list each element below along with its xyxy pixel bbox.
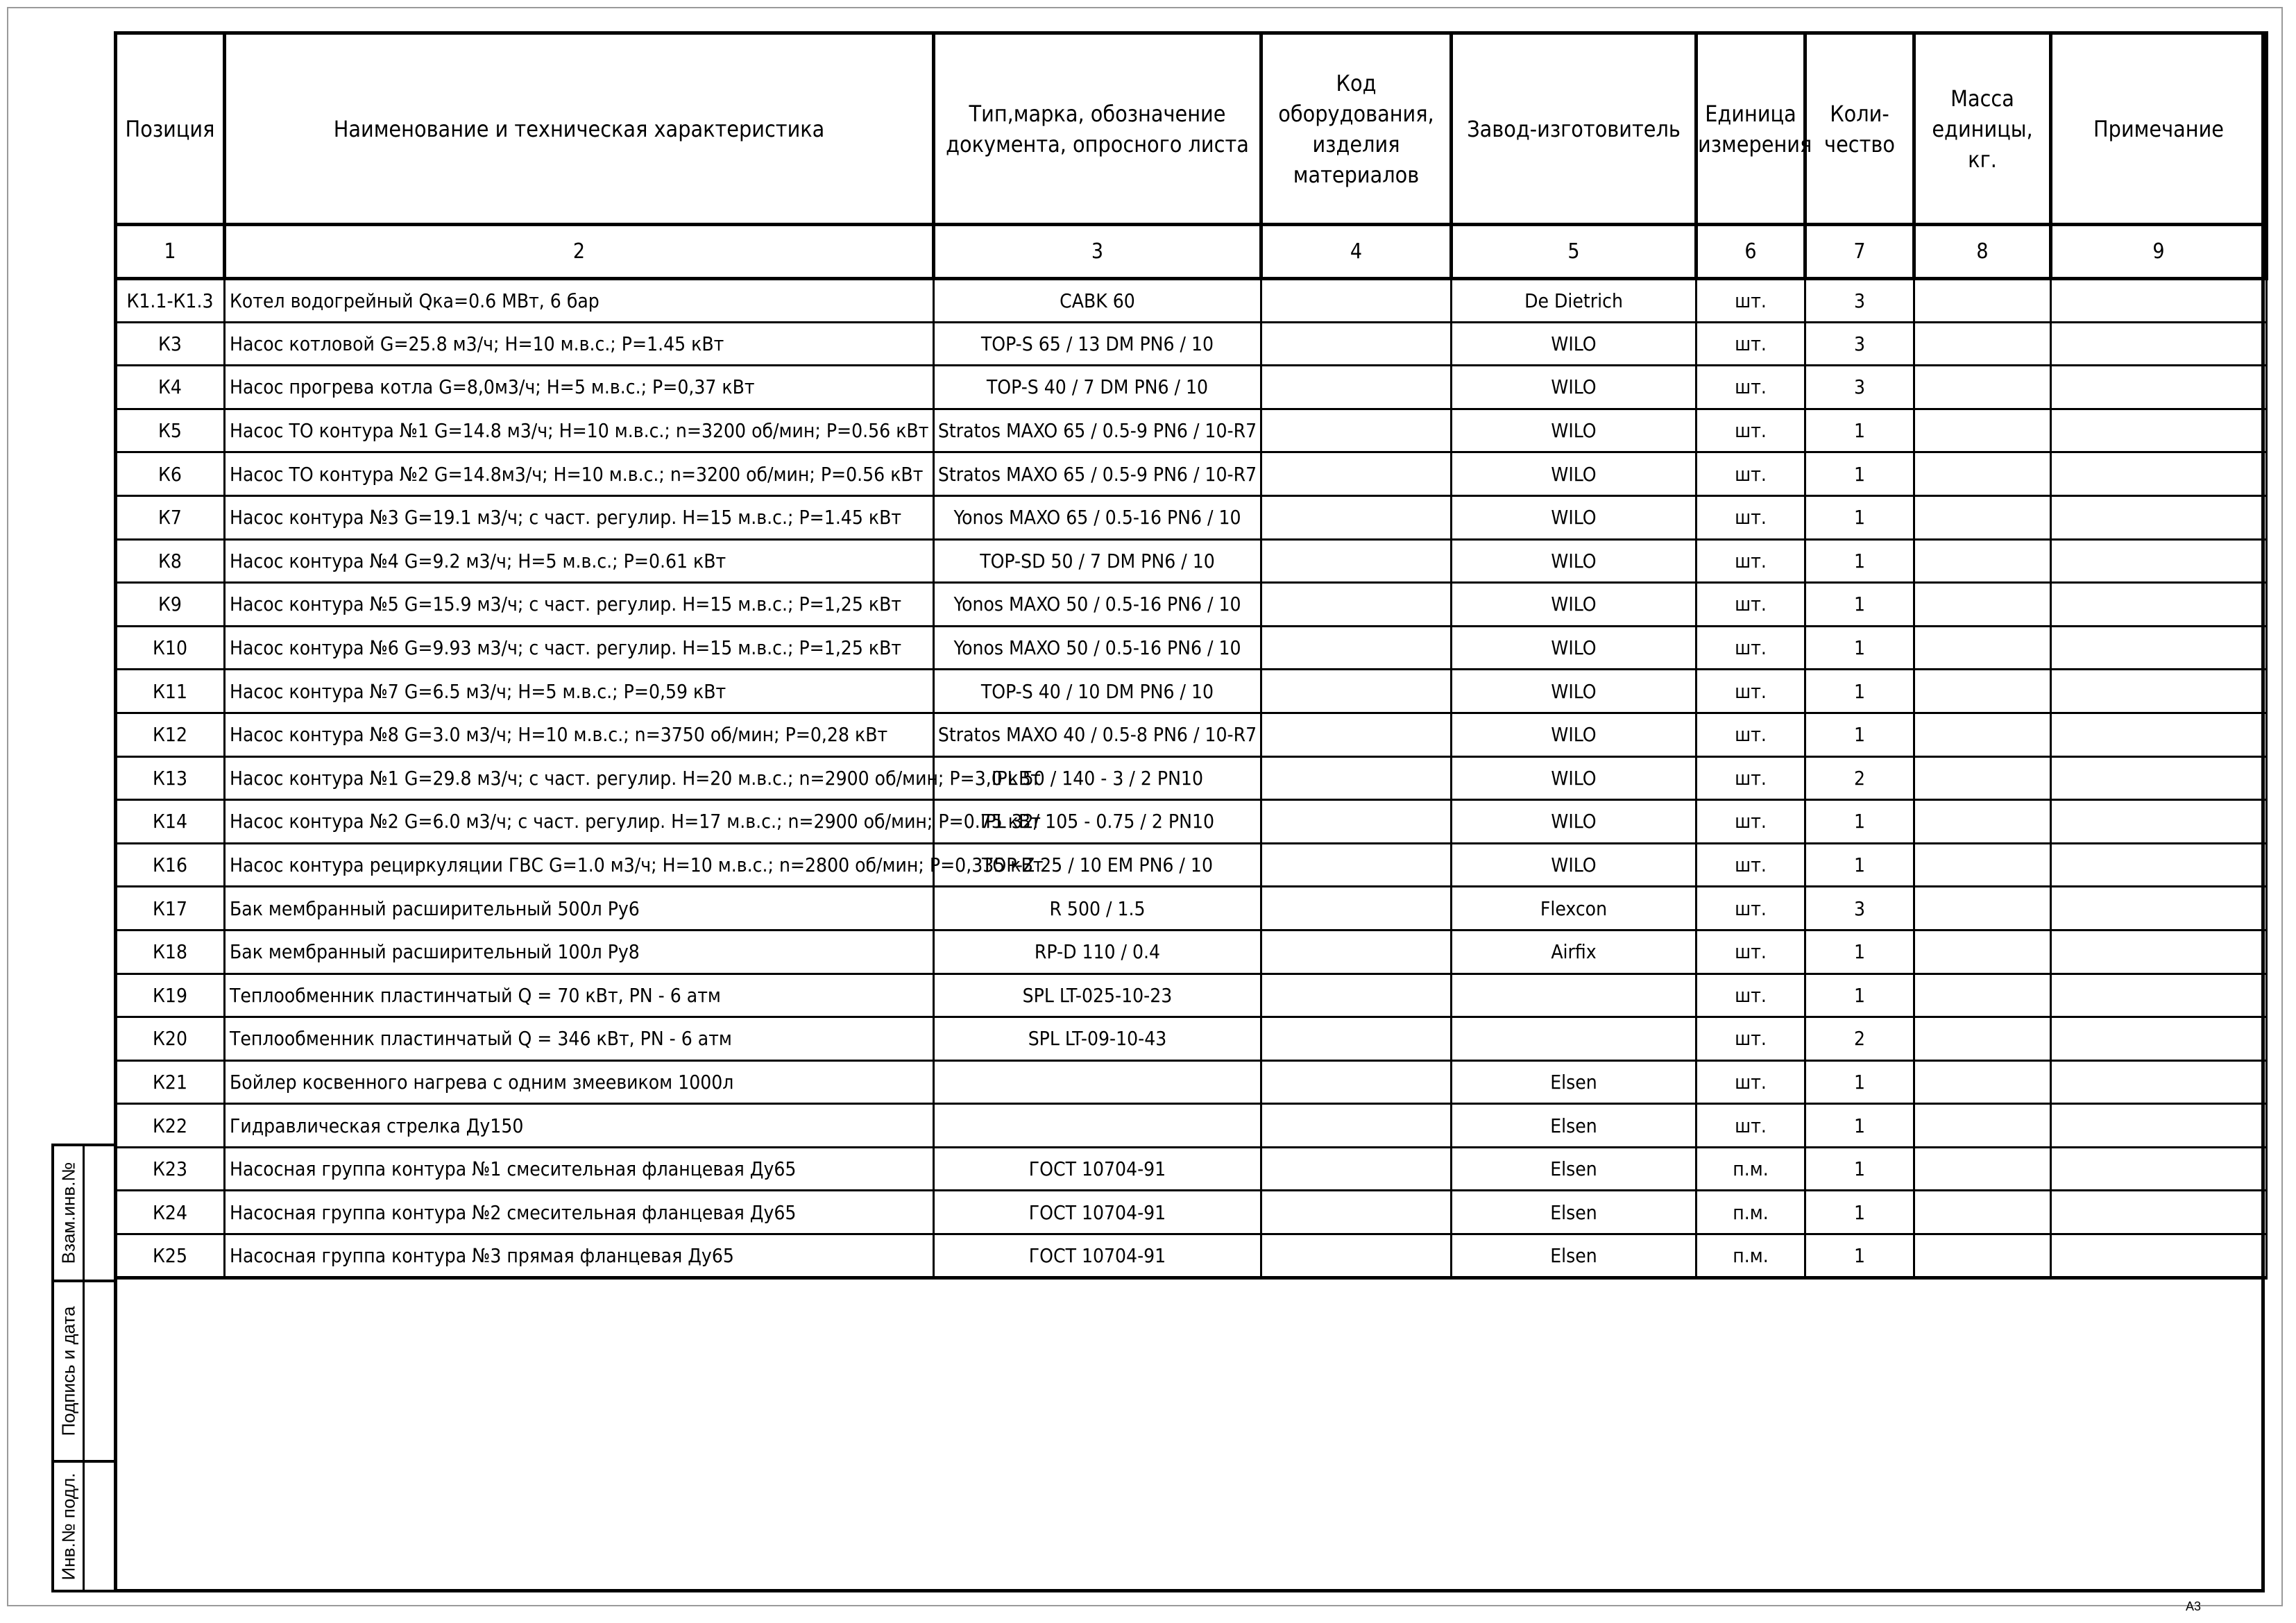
cell-code	[1261, 887, 1452, 931]
cell-manufacturer	[1452, 1017, 1697, 1061]
side-stamp	[51, 1144, 114, 1592]
cell-code	[1261, 366, 1452, 409]
cell-name: Гидравлическая стрелка Ду150	[225, 1104, 934, 1148]
cell-mass	[1914, 930, 2051, 974]
cell-quantity: 3	[1805, 887, 1914, 931]
cell-name: Насос контура №1 G=29.8 м3/ч; с част. регулир. H=20 м.в.с.; n=2900 об/мин; P=3,0 кВт	[225, 756, 934, 800]
cell-name: Насос контура №2 G=6.0 м3/ч; с част. регулир. H=17 м.в.с.; n=2900 об/мин; P=0.75 кВт	[225, 800, 934, 844]
cell-name: Насосная группа контура №1 смесительная фланцевая Ду65	[225, 1147, 934, 1191]
cell-position: К17	[116, 887, 225, 931]
stamp-text-inv: Инв.№ подл.	[58, 1472, 78, 1580]
cell-code	[1261, 583, 1452, 627]
cell-unit: шт.	[1697, 1060, 1805, 1104]
cell-manufacturer: Airfix	[1452, 930, 1697, 974]
cell-manufacturer	[1452, 974, 1697, 1017]
table-row	[116, 279, 2267, 323]
stamp-label-inv	[54, 1463, 85, 1590]
cell-position: К16	[116, 843, 225, 887]
cell-name: Насос контура №4 G=9.2 м3/ч; H=5 м.в.с.; P=0.61 кВт	[225, 539, 934, 583]
table-row	[116, 583, 2267, 627]
cell-quantity: 1	[1805, 626, 1914, 670]
cell-type	[934, 1104, 1261, 1148]
stamp-label-vzam	[54, 1146, 85, 1280]
cell-quantity: 1	[1805, 1060, 1914, 1104]
cell-type: IPL 32/ 105 - 0.75 / 2 PN10	[934, 800, 1261, 844]
cell-mass	[1914, 1104, 2051, 1148]
cell-code	[1261, 1147, 1452, 1191]
cell-mass	[1914, 495, 2051, 539]
cell-quantity: 1	[1805, 452, 1914, 496]
cell-unit: п.м.	[1697, 1191, 1805, 1234]
sheet-format-label: А3	[2186, 1599, 2202, 1613]
cell-manufacturer: WILO	[1452, 756, 1697, 800]
table-row	[116, 539, 2267, 583]
column-number: 2	[225, 225, 934, 279]
cell-position: К5	[116, 409, 225, 452]
cell-type: TOP-Z 25 / 10 EM PN6 / 10	[934, 843, 1261, 887]
cell-manufacturer: WILO	[1452, 366, 1697, 409]
cell-quantity: 3	[1805, 322, 1914, 366]
cell-position: К7	[116, 495, 225, 539]
cell-code	[1261, 1060, 1452, 1104]
cell-name: Насос котловой G=25.8 м3/ч; H=10 м.в.с.; P=1.45 кВт	[225, 322, 934, 366]
cell-manufacturer: Elsen	[1452, 1104, 1697, 1148]
cell-quantity: 1	[1805, 974, 1914, 1017]
cell-code	[1261, 756, 1452, 800]
cell-name: Насос контура №8 G=3.0 м3/ч; H=10 м.в.с.; n=3750 об/мин; P=0,28 кВт	[225, 713, 934, 756]
cell-manufacturer: WILO	[1452, 843, 1697, 887]
cell-mass	[1914, 626, 2051, 670]
cell-quantity: 1	[1805, 1104, 1914, 1148]
table-row	[116, 1147, 2267, 1191]
cell-position: К24	[116, 1191, 225, 1234]
table-row	[116, 1234, 2267, 1278]
cell-note	[2051, 495, 2267, 539]
table-row	[116, 974, 2267, 1017]
table-row	[116, 452, 2267, 496]
cell-type: TOP-S 65 / 13 DM PN6 / 10	[934, 322, 1261, 366]
cell-note	[2051, 539, 2267, 583]
cell-unit: шт.	[1697, 1017, 1805, 1061]
cell-code	[1261, 626, 1452, 670]
cell-quantity: 3	[1805, 279, 1914, 323]
cell-unit: шт.	[1697, 887, 1805, 931]
header-type: Тип,марка, обозначение документа, опросного листа	[934, 33, 1261, 225]
header-mass: Масса единицы, кг.	[1914, 33, 2051, 225]
header-unit: Единица измерения	[1697, 33, 1805, 225]
cell-unit: шт.	[1697, 800, 1805, 844]
cell-position: К4	[116, 366, 225, 409]
cell-unit: шт.	[1697, 930, 1805, 974]
cell-quantity: 1	[1805, 583, 1914, 627]
cell-code	[1261, 974, 1452, 1017]
cell-type: TOP-S 40 / 10 DM PN6 / 10	[934, 670, 1261, 713]
cell-manufacturer: Elsen	[1452, 1060, 1697, 1104]
cell-type: R 500 / 1.5	[934, 887, 1261, 931]
cell-mass	[1914, 452, 2051, 496]
table-row	[116, 366, 2267, 409]
cell-name: Насос контура №5 G=15.9 м3/ч; с част. регулир. H=15 м.в.с.; P=1,25 кВт	[225, 583, 934, 627]
cell-unit: шт.	[1697, 539, 1805, 583]
cell-name: Насос контура №7 G=6.5 м3/ч; H=5 м.в.с.; P=0,59 кВт	[225, 670, 934, 713]
cell-mass	[1914, 800, 2051, 844]
cell-name: Насос прогрева котла G=8,0м3/ч; H=5 м.в.с.; P=0,37 кВт	[225, 366, 934, 409]
cell-mass	[1914, 1191, 2051, 1234]
cell-position: К13	[116, 756, 225, 800]
cell-note	[2051, 800, 2267, 844]
cell-unit: п.м.	[1697, 1234, 1805, 1278]
cell-code	[1261, 409, 1452, 452]
cell-unit: шт.	[1697, 366, 1805, 409]
cell-quantity: 2	[1805, 1017, 1914, 1061]
cell-quantity: 1	[1805, 930, 1914, 974]
cell-type: TOP-SD 50 / 7 DM PN6 / 10	[934, 539, 1261, 583]
cell-type: IPL 50 / 140 - 3 / 2 PN10	[934, 756, 1261, 800]
table-row	[116, 843, 2267, 887]
cell-code	[1261, 930, 1452, 974]
cell-position: К12	[116, 713, 225, 756]
cell-note	[2051, 887, 2267, 931]
cell-name: Насос ТО контура №2 G=14.8м3/ч; H=10 м.в.с.; n=3200 об/мин; P=0.56 кВт	[225, 452, 934, 496]
table-row	[116, 756, 2267, 800]
cell-type: Yonos MAXO 65 / 0.5-16 PN6 / 10	[934, 495, 1261, 539]
cell-name: Насос контура №3 G=19.1 м3/ч; с част. регулир. H=15 м.в.с.; P=1.45 кВт	[225, 495, 934, 539]
cell-note	[2051, 713, 2267, 756]
table-row	[116, 322, 2267, 366]
table-row	[116, 495, 2267, 539]
cell-mass	[1914, 366, 2051, 409]
cell-note	[2051, 843, 2267, 887]
cell-quantity: 1	[1805, 539, 1914, 583]
cell-manufacturer: Elsen	[1452, 1147, 1697, 1191]
cell-unit: п.м.	[1697, 1147, 1805, 1191]
cell-quantity: 3	[1805, 366, 1914, 409]
cell-type: Stratos MAXO 40 / 0.5-8 PN6 / 10-R7	[934, 713, 1261, 756]
stamp-cell-vzam	[54, 1146, 114, 1282]
cell-name: Насосная группа контура №2 смесительная фланцевая Ду65	[225, 1191, 934, 1234]
cell-manufacturer: Elsen	[1452, 1234, 1697, 1278]
cell-name: Насос контура рециркуляции ГВС G=1.0 м3/ч; H=10 м.в.с.; n=2800 об/мин; P=0,335 кВт	[225, 843, 934, 887]
cell-unit: шт.	[1697, 409, 1805, 452]
cell-position: К3	[116, 322, 225, 366]
table-row	[116, 800, 2267, 844]
cell-manufacturer: WILO	[1452, 452, 1697, 496]
cell-position: К21	[116, 1060, 225, 1104]
cell-mass	[1914, 583, 2051, 627]
column-number: 7	[1805, 225, 1914, 279]
cell-name: Насосная группа контура №3 прямая фланцевая Ду65	[225, 1234, 934, 1278]
cell-manufacturer: WILO	[1452, 322, 1697, 366]
cell-position: К20	[116, 1017, 225, 1061]
cell-position: К6	[116, 452, 225, 496]
cell-code	[1261, 322, 1452, 366]
cell-note	[2051, 756, 2267, 800]
stamp-cell-podpis	[54, 1282, 114, 1463]
cell-type: CABK 60	[934, 279, 1261, 323]
table-row	[116, 626, 2267, 670]
table-row	[116, 887, 2267, 931]
cell-type: Stratos MAXO 65 / 0.5-9 PN6 / 10-R7	[934, 409, 1261, 452]
cell-mass	[1914, 1147, 2051, 1191]
table-row	[116, 930, 2267, 974]
cell-name: Котел водогрейный Qка=0.6 МВт, 6 бар	[225, 279, 934, 323]
cell-position: К10	[116, 626, 225, 670]
cell-mass	[1914, 843, 2051, 887]
cell-mass	[1914, 409, 2051, 452]
cell-type: SPL LT-09-10-43	[934, 1017, 1261, 1061]
header-quantity: Коли- чество	[1805, 33, 1914, 225]
header-name: Наименование и техническая характеристика	[225, 33, 934, 225]
cell-mass	[1914, 713, 2051, 756]
cell-unit: шт.	[1697, 670, 1805, 713]
cell-name: Бак мембранный расширительный 100л Ру8	[225, 930, 934, 974]
cell-note	[2051, 974, 2267, 1017]
cell-code	[1261, 1234, 1452, 1278]
table-row	[116, 409, 2267, 452]
cell-quantity: 1	[1805, 409, 1914, 452]
cell-manufacturer: De Dietrich	[1452, 279, 1697, 323]
cell-position: К19	[116, 974, 225, 1017]
cell-mass	[1914, 670, 2051, 713]
table-row	[116, 1104, 2267, 1148]
cell-unit: шт.	[1697, 974, 1805, 1017]
cell-manufacturer: WILO	[1452, 670, 1697, 713]
column-number: 8	[1914, 225, 2051, 279]
cell-unit: шт.	[1697, 279, 1805, 323]
cell-position: К11	[116, 670, 225, 713]
column-number: 9	[2051, 225, 2267, 279]
cell-manufacturer: WILO	[1452, 583, 1697, 627]
cell-mass	[1914, 539, 2051, 583]
cell-mass	[1914, 756, 2051, 800]
column-number: 4	[1261, 225, 1452, 279]
table-row	[116, 1017, 2267, 1061]
column-number: 1	[116, 225, 225, 279]
cell-note	[2051, 1104, 2267, 1148]
cell-quantity: 1	[1805, 800, 1914, 844]
cell-name: Насос контура №6 G=9.93 м3/ч; с част. регулир. H=15 м.в.с.; P=1,25 кВт	[225, 626, 934, 670]
cell-unit: шт.	[1697, 452, 1805, 496]
cell-unit: шт.	[1697, 843, 1805, 887]
cell-code	[1261, 539, 1452, 583]
cell-manufacturer: WILO	[1452, 539, 1697, 583]
cell-code	[1261, 1017, 1452, 1061]
cell-unit: шт.	[1697, 583, 1805, 627]
column-number-row	[116, 225, 2267, 279]
cell-quantity: 1	[1805, 1191, 1914, 1234]
cell-manufacturer: WILO	[1452, 800, 1697, 844]
cell-quantity: 1	[1805, 713, 1914, 756]
cell-mass	[1914, 1060, 2051, 1104]
cell-position: К18	[116, 930, 225, 974]
header-manufacturer: Завод-изготовитель	[1452, 33, 1697, 225]
cell-code	[1261, 713, 1452, 756]
cell-code	[1261, 800, 1452, 844]
cell-type: Yonos MAXO 50 / 0.5-16 PN6 / 10	[934, 583, 1261, 627]
cell-quantity: 1	[1805, 1234, 1914, 1278]
cell-quantity: 2	[1805, 756, 1914, 800]
cell-code	[1261, 670, 1452, 713]
cell-type: Yonos MAXO 50 / 0.5-16 PN6 / 10	[934, 626, 1261, 670]
cell-manufacturer: Elsen	[1452, 1191, 1697, 1234]
cell-manufacturer: Flexcon	[1452, 887, 1697, 931]
cell-type: Stratos MAXO 65 / 0.5-9 PN6 / 10-R7	[934, 452, 1261, 496]
cell-note	[2051, 409, 2267, 452]
cell-name: Теплообменник пластинчатый Q = 70 кВт, PN - 6 атм	[225, 974, 934, 1017]
cell-quantity: 1	[1805, 495, 1914, 539]
cell-quantity: 1	[1805, 843, 1914, 887]
cell-note	[2051, 366, 2267, 409]
cell-manufacturer: WILO	[1452, 495, 1697, 539]
cell-position: К23	[116, 1147, 225, 1191]
cell-note	[2051, 279, 2267, 323]
cell-mass	[1914, 322, 2051, 366]
stamp-text-vzam: Взам.инв.№	[58, 1162, 78, 1264]
cell-type: ГОСТ 10704-91	[934, 1234, 1261, 1278]
cell-mass	[1914, 974, 2051, 1017]
cell-note	[2051, 930, 2267, 974]
header-position: Позиция	[116, 33, 225, 225]
cell-note	[2051, 583, 2267, 627]
cell-position: К8	[116, 539, 225, 583]
cell-mass	[1914, 887, 2051, 931]
header-code: Код оборудования, изделия материалов	[1261, 33, 1452, 225]
column-number: 6	[1697, 225, 1805, 279]
cell-manufacturer: WILO	[1452, 409, 1697, 452]
cell-position: К14	[116, 800, 225, 844]
cell-note	[2051, 1191, 2267, 1234]
cell-type: TOP-S 40 / 7 DM PN6 / 10	[934, 366, 1261, 409]
table-row	[116, 1060, 2267, 1104]
cell-note	[2051, 626, 2267, 670]
specification-table	[114, 31, 2268, 1280]
cell-type: SPL LT-025-10-23	[934, 974, 1261, 1017]
cell-code	[1261, 452, 1452, 496]
cell-name: Теплообменник пластинчатый Q = 346 кВт, PN - 6 атм	[225, 1017, 934, 1061]
cell-type: ГОСТ 10704-91	[934, 1191, 1261, 1234]
header-note: Примечание	[2051, 33, 2267, 225]
table-row	[116, 670, 2267, 713]
table-row	[116, 1191, 2267, 1234]
cell-note	[2051, 1147, 2267, 1191]
cell-mass	[1914, 1017, 2051, 1061]
cell-unit: шт.	[1697, 322, 1805, 366]
cell-manufacturer: WILO	[1452, 626, 1697, 670]
cell-quantity: 1	[1805, 670, 1914, 713]
cell-note	[2051, 322, 2267, 366]
cell-name: Бойлер косвенного нагрева с одним змеевиком 1000л	[225, 1060, 934, 1104]
stamp-text-podpis: Подпись и дата	[58, 1306, 78, 1436]
cell-unit: шт.	[1697, 1104, 1805, 1148]
column-number: 3	[934, 225, 1261, 279]
cell-code	[1261, 1191, 1452, 1234]
cell-type	[934, 1060, 1261, 1104]
cell-position: К1.1-К1.3	[116, 279, 225, 323]
stamp-cell-inv	[54, 1463, 114, 1590]
cell-note	[2051, 452, 2267, 496]
table-row	[116, 713, 2267, 756]
cell-code	[1261, 495, 1452, 539]
cell-position: К9	[116, 583, 225, 627]
cell-note	[2051, 670, 2267, 713]
cell-quantity: 1	[1805, 1147, 1914, 1191]
cell-code	[1261, 1104, 1452, 1148]
cell-note	[2051, 1060, 2267, 1104]
cell-position: К22	[116, 1104, 225, 1148]
cell-unit: шт.	[1697, 756, 1805, 800]
cell-note	[2051, 1234, 2267, 1278]
cell-mass	[1914, 279, 2051, 323]
cell-code	[1261, 843, 1452, 887]
cell-type: RP-D 110 / 0.4	[934, 930, 1261, 974]
cell-unit: шт.	[1697, 626, 1805, 670]
stamp-label-podpis	[54, 1282, 85, 1460]
header-row	[116, 33, 2267, 225]
cell-unit: шт.	[1697, 713, 1805, 756]
cell-position: К25	[116, 1234, 225, 1278]
cell-unit: шт.	[1697, 495, 1805, 539]
cell-mass	[1914, 1234, 2051, 1278]
cell-name: Насос ТО контура №1 G=14.8 м3/ч; H=10 м.в.с.; n=3200 об/мин; P=0.56 кВт	[225, 409, 934, 452]
cell-name: Бак мембранный расширительный 500л Ру6	[225, 887, 934, 931]
cell-note	[2051, 1017, 2267, 1061]
column-number: 5	[1452, 225, 1697, 279]
cell-type: ГОСТ 10704-91	[934, 1147, 1261, 1191]
cell-manufacturer: WILO	[1452, 713, 1697, 756]
cell-code	[1261, 279, 1452, 323]
